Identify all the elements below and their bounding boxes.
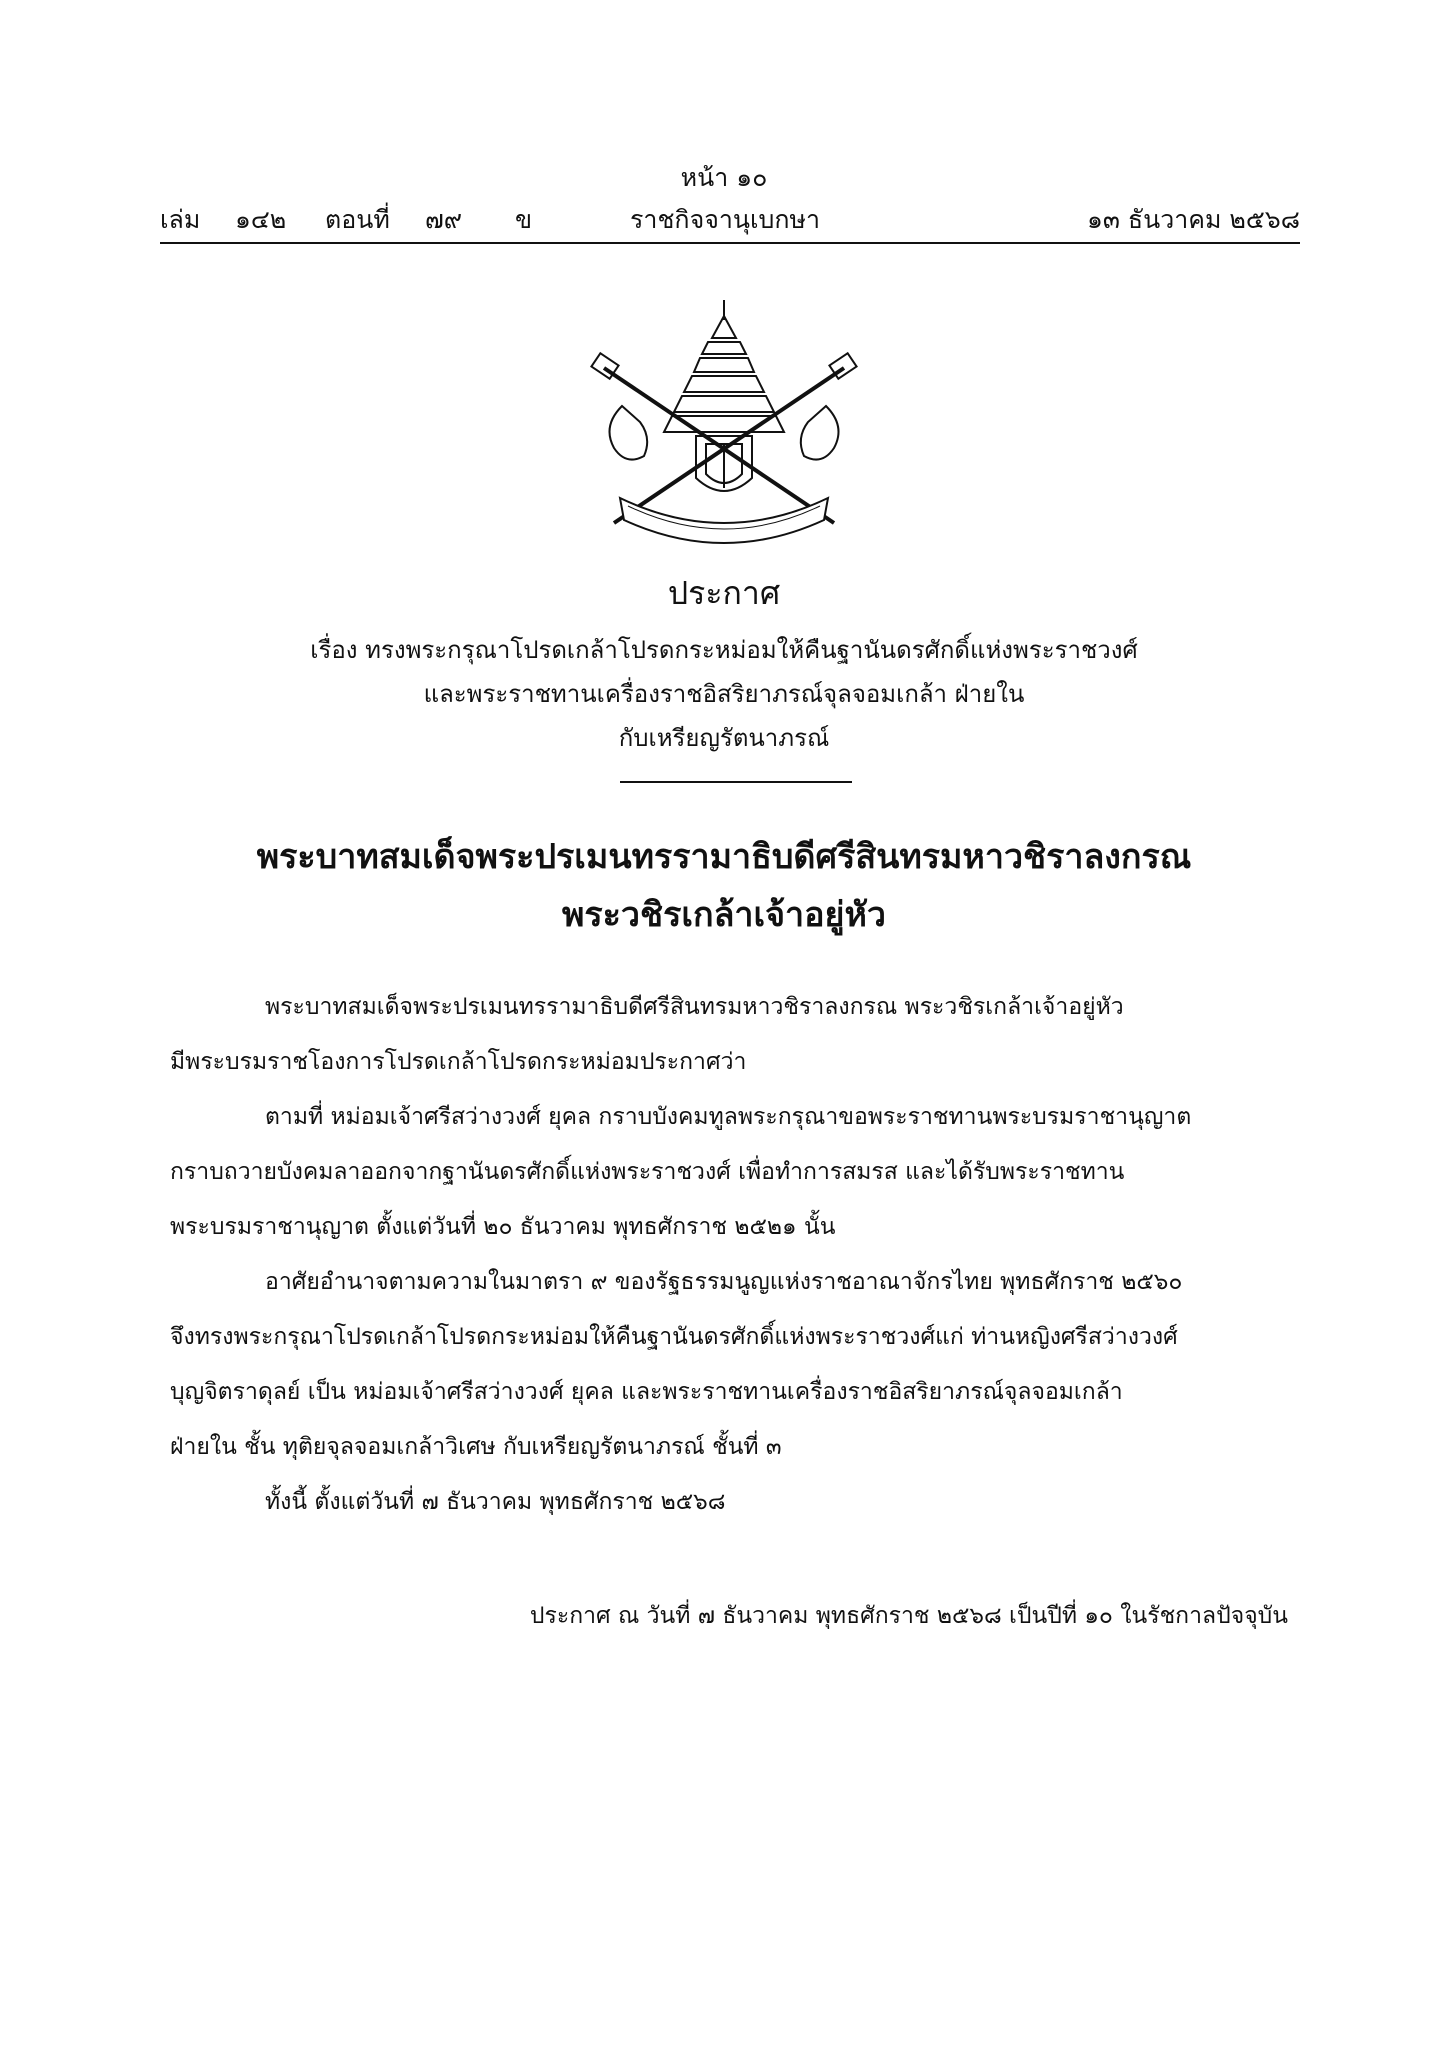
body-line: มีพระบรมราชโองการโปรดเกล้าโปรดกระหม่อมประกาศว่า: [170, 1049, 747, 1075]
body-line: กราบถวายบังคมลาออกจากฐานันดรศักดิ์แห่งพระราชวงศ์ เพื่อทำการสมรส และได้รับพระราชทาน: [170, 1159, 1125, 1185]
section-number: ๗๙: [425, 205, 463, 234]
king-name-line: พระบาทสมเด็จพระปรเมนทรรามาธิบดีศรีสินทรมหาวชิราลงกรณ: [256, 837, 1192, 877]
announcement-body: [170, 980, 1290, 1530]
subject-divider: [620, 781, 852, 783]
volume-number: ๑๔๒: [235, 205, 287, 234]
page-number: หน้า ๑๐: [680, 163, 768, 192]
volume-label: เล่ม: [160, 205, 201, 234]
body-line: บุญจิตราดุลย์ เป็น หม่อมเจ้าศรีสว่างวงศ์ ยุคล และพระราชทานเครื่องราชอิสริยาภรณ์จุลจอมเกล้า: [170, 1379, 1123, 1405]
body-line: อาศัยอำนาจตามความในมาตรา ๙ ของรัฐธรรมนูญแห่งราชอาณาจักรไทย พุทธศักราช ๒๕๖๐: [265, 1269, 1183, 1295]
royal-emblem-icon: [584, 298, 864, 558]
body-line: ฝ่ายใน ชั้น ทุติยจุลจอมเกล้าวิเศษ กับเหรียญรัตนาภรณ์ ชั้นที่ ๓: [170, 1434, 782, 1460]
body-line: พระบาทสมเด็จพระปรเมนทรรามาธิบดีศรีสินทรมหาวชิราลงกรณ พระวชิรเกล้าเจ้าอยู่หัว: [265, 994, 1124, 1020]
section-sub: ข: [515, 205, 533, 234]
body-line: ตามที่ หม่อมเจ้าศรีสว่างวงศ์ ยุคล กราบบังคมทูลพระกรุณาขอพระราชทานพระบรมราชานุญาต: [265, 1104, 1192, 1130]
body-line: ทั้งนี้ ตั้งแต่วันที่ ๗ ธันวาคม พุทธศักราช ๒๕๖๘: [265, 1489, 726, 1515]
gazette-header: [160, 200, 1300, 236]
body-line: พระบรมราชานุญาต ตั้งแต่วันที่ ๒๐ ธันวาคม พุทธศักราช ๒๕๒๑ นั้น: [170, 1214, 836, 1240]
announcement-subject: [0, 628, 1448, 760]
gazette-date: ๑๓ ธันวาคม ๒๕๖๘: [1086, 205, 1300, 234]
subject-line: เรื่อง ทรงพระกรุณาโปรดเกล้าโปรดกระหม่อมให้คืนฐานันดรศักดิ์แห่งพระราชวงศ์: [310, 636, 1138, 664]
subject-line: และพระราชทานเครื่องราชอิสริยาภรณ์จุลจอมเกล้า ฝ่ายใน: [423, 680, 1025, 708]
king-name-line: พระวชิรเกล้าเจ้าอยู่หัว: [562, 895, 886, 935]
subject-line: กับเหรียญรัตนาภรณ์: [618, 724, 830, 752]
gazette-title: ราชกิจจานุเบกษา: [630, 205, 821, 234]
section-label: ตอนที่: [325, 205, 390, 234]
header-divider: [160, 242, 1300, 244]
signoff-line: ประกาศ ณ วันที่ ๗ ธันวาคม พุทธศักราช ๒๕๖๘ เป็นปีที่ ๑๐ ในรัชกาลปัจจุบัน: [529, 1603, 1288, 1629]
king-name: [0, 828, 1448, 944]
announcement-title: ประกาศ: [667, 574, 781, 612]
body-line: จึงทรงพระกรุณาโปรดเกล้าโปรดกระหม่อมให้คืนฐานันดรศักดิ์แห่งพระราชวงศ์แก่ ท่านหญิงศรีสว่างวงศ์: [170, 1324, 1178, 1350]
